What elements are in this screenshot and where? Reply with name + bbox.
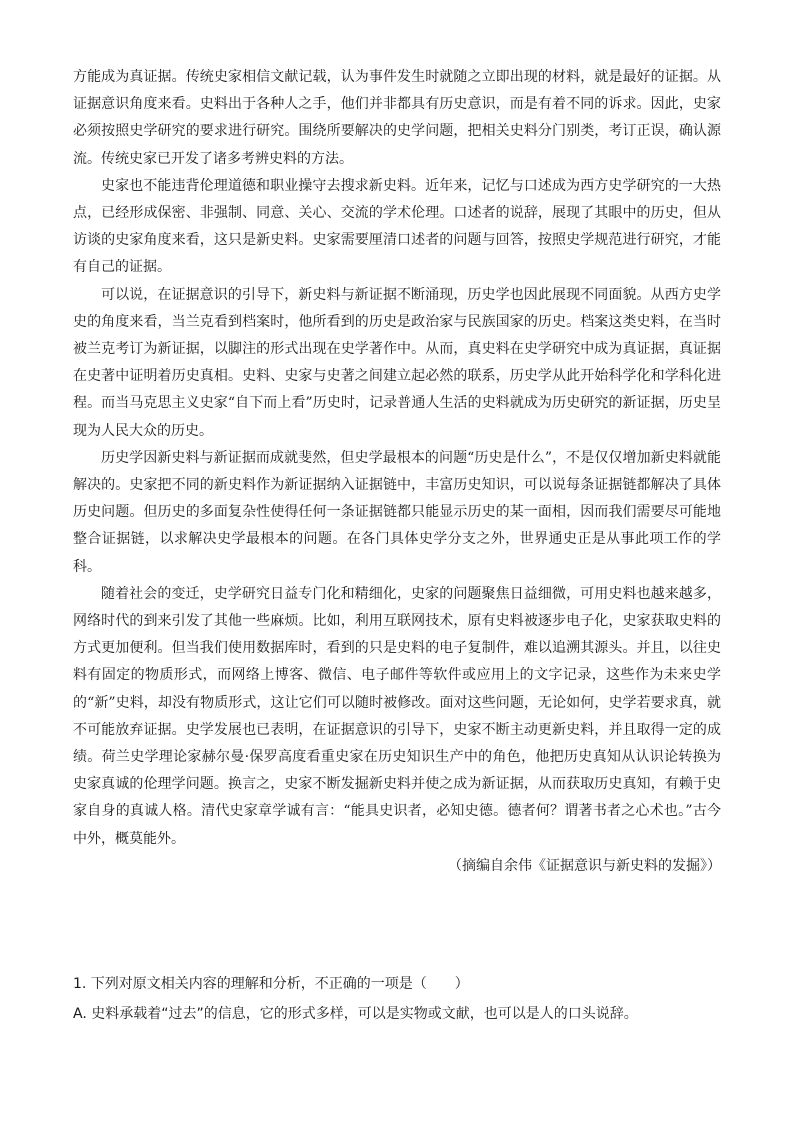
passage-paragraph: 史家也不能违背伦理道德和职业操守去搜求新史料。近年来，记忆与口述成为西方史学研究的一大热点，已经形成保密、非强制、同意、关心、交流的学术伦理。口述者的说辞，展现了其眼中的历史，但从访谈的史家角度来看，这只是新史料。史家需要厘清口述者的问题与回答，按照史学规范进行研究，才能有自己的证据。	[73, 177, 721, 276]
passage-source: （摘编自余伟《证据意识与新史料的发掘》）	[448, 857, 721, 874]
passage-paragraph: 可以说，在证据意识的引导下，新史料与新证据不断涌现，历史学也因此展现不同面貌。从西方史学史的角度来看，当兰克看到档案时，他所看到的历史是政治家与民族国家的历史。档案这类史料，在当时被兰克考订为新证据，以脚注的形式出现在史学著作中。从而，真史料在史学研究中成为真证据，真证据在史著中证明着历史真相。史料、史家与史著之间建立起必然的联系，历史学从此开始科学化和学科化进程。而当马克思主义史家“自下而上看”历史时，记录普通人生活的史料就成为历史研究的新证据，历史呈现为人民大众的历史。	[73, 286, 721, 439]
reading-passage	[73, 64, 721, 880]
passage-paragraph: 历史学因新史料与新证据而成就斐然，但史学最根本的问题“历史是什么”，不是仅仅增加新史料就能解决的。史家把不同的新史料作为新证据纳入证据链中，丰富历史知识，可以说每条证据链都解决了具体历史问题。但历史的多面复杂性使得任何一条证据链都只能显示历史的某一面相，因而我们需要尽可能地整合证据链，以求解决史学最根本的问题。在各门具体史学分支之外，世界通史正是从事此项工作的学科。	[73, 449, 721, 575]
option-a: A. 史料承载着“过去”的信息，它的形式多样，可以是实物或文献，也可以是人的口头说辞。	[73, 1006, 638, 1022]
passage-paragraph: 方能成为真证据。传统史家相信文献记载，认为事件发生时就随之立即出现的材料，就是最好的证据。从证据意识角度来看。史料出于各种人之手，他们并非都具有历史意识，而是有着不同的诉求。因此，史家必须按照史学研究的要求进行研究。围绕所要解决的史学问题，把相关史料分门别类，考订正误，确认源流。传统史家已开发了诸多考辨史料的方法。	[73, 69, 721, 167]
passage-paragraph: 随着社会的变迁，史学研究日益专门化和精细化，史家的问题聚焦日益细微，可用史料也越来越多，网络时代的到来引发了其他一些麻烦。比如，利用互联网技术，原有史料被逐步电子化，史家获取史料的方式更加便利。但当我们使用数据库时，看到的只是史料的电子复制件，难以追溯其源头。并且，以往史料有固定的物质形式，而网络上博客、微信、电子邮件等软件或应用上的文字记录，这些作为未来史学的“新”史料，却没有物质形式，这让它们可以随时被修改。面对这些问题，无论如何，史学若要求真，就不可能放弃证据。史学发展也已表明，在证据意识的引导下，史家不断主动更新史料，并且取得一定的成绩。荷兰史学理论家赫尔曼·保罗高度看重史家在历史知识生产中的角色，他把历史真知从认识论转换为史家真诚的伦理学问题。换言之，史家不断发掘新史料并使之成为新证据，从而获取历史真知，有赖于史家自身的真诚人格。清代史家章学诚有言：“能具史识者，必知史德。德者何？谓著书者之心术也。”古今中外，概莫能外。	[73, 585, 721, 847]
question-stem: 1. 下列对原文相关内容的理解和分析，不正确的一项是（ ）	[73, 976, 469, 992]
